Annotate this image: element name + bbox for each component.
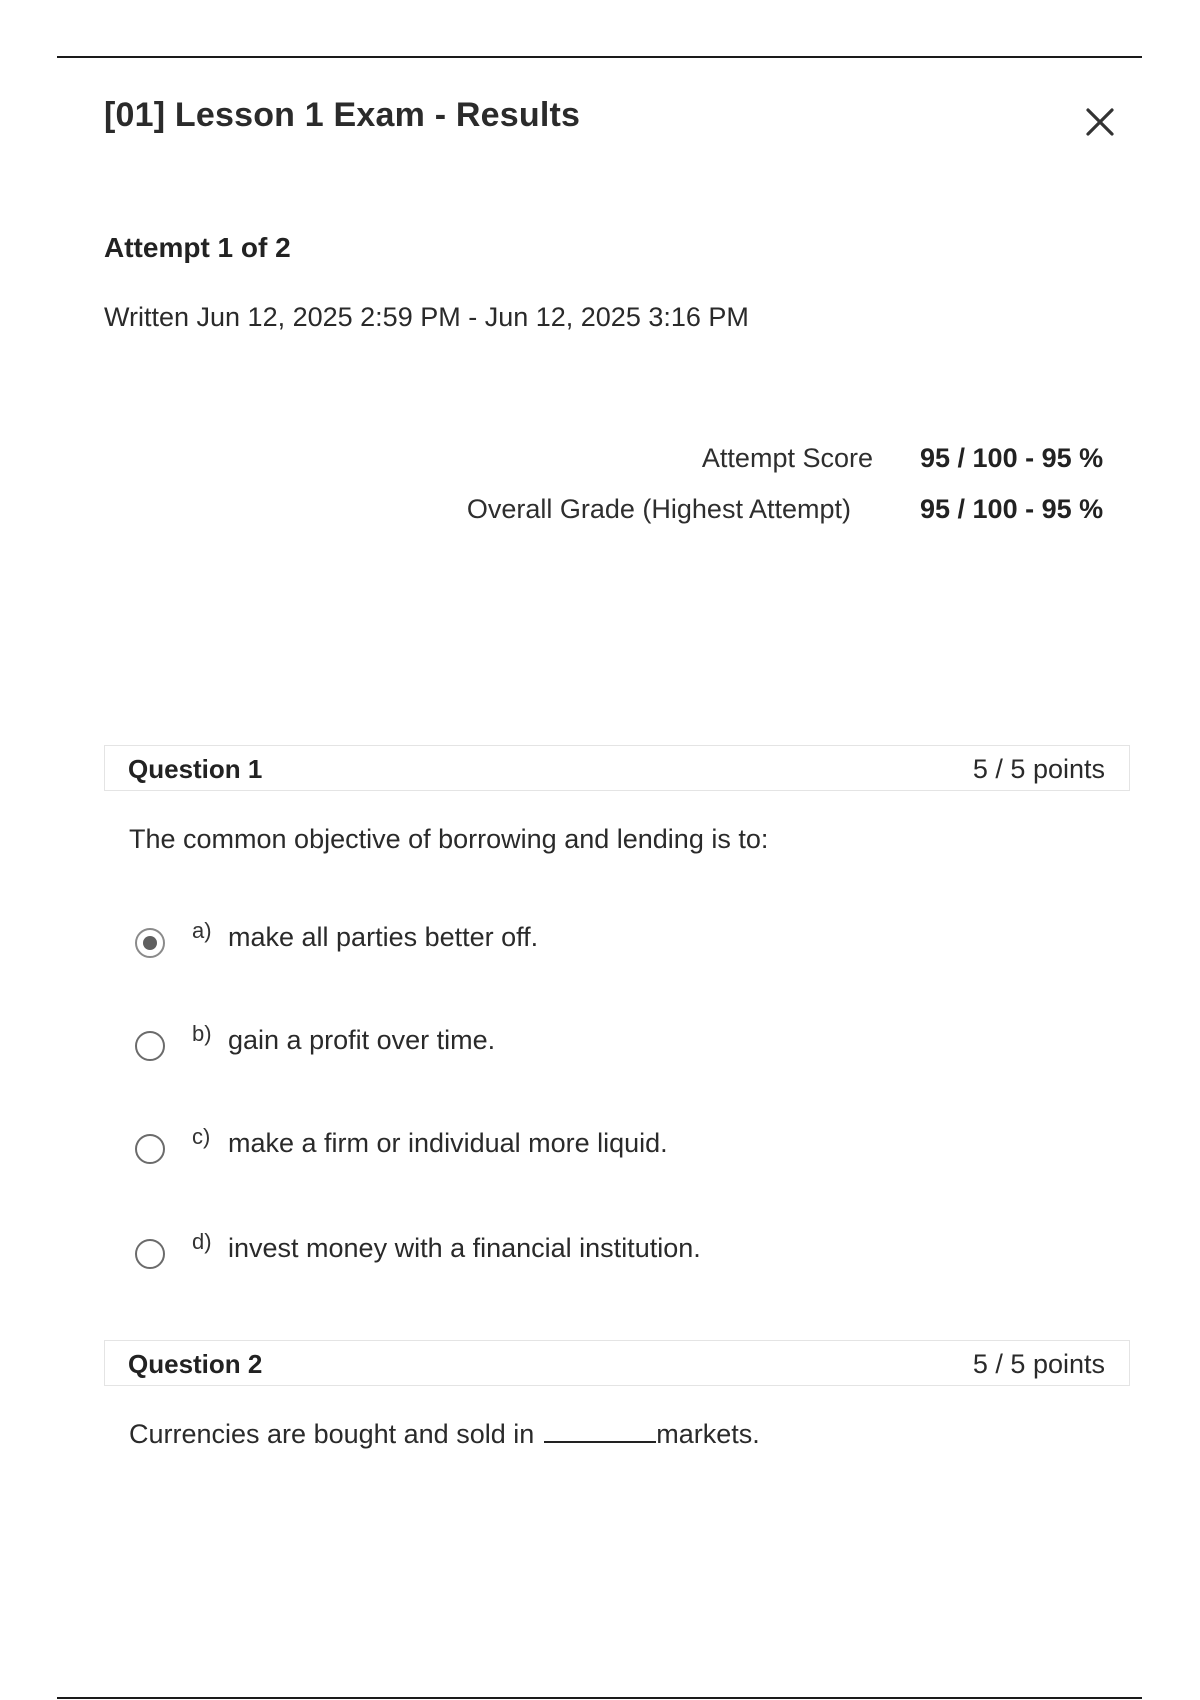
close-button[interactable] — [1080, 102, 1120, 142]
answer-option-b[interactable] — [132, 1021, 932, 1061]
radio-button-selected[interactable] — [135, 928, 165, 958]
page-title: [01] Lesson 1 Exam - Results — [104, 96, 581, 134]
attempt-score-value: 95 / 100 - 95 % — [920, 443, 1104, 473]
fill-in-blank — [544, 1419, 656, 1443]
answer-option-a[interactable] — [132, 918, 932, 958]
question-2-header — [104, 1340, 1130, 1386]
top-divider — [57, 56, 1142, 58]
question-text-before: Currencies are bought and sold in — [129, 1419, 535, 1449]
answer-option-d[interactable] — [132, 1229, 932, 1269]
radio-button[interactable] — [135, 1134, 165, 1164]
question-points: 5 / 5 points — [972, 1349, 1105, 1379]
option-text: make a firm or individual more liquid. — [228, 1128, 668, 1158]
written-timestamp: Written Jun 12, 2025 2:59 PM - Jun 12, 2025 3:16 PM — [104, 302, 749, 332]
radio-button[interactable] — [135, 1031, 165, 1061]
attempt-label: Attempt 1 of 2 — [104, 232, 291, 263]
attempt-score-label: Attempt Score — [701, 443, 873, 473]
radio-button[interactable] — [135, 1239, 165, 1269]
option-letter: b) — [192, 1021, 212, 1046]
option-text: make all parties better off. — [228, 922, 539, 952]
answer-option-c[interactable] — [132, 1124, 932, 1164]
question-2-text — [129, 1419, 760, 1450]
question-title: Question 1 — [128, 754, 263, 784]
option-letter: d) — [192, 1229, 212, 1254]
question-1-header — [104, 745, 1130, 791]
close-icon — [1080, 102, 1120, 142]
question-1-text: The common objective of borrowing and lending is to: — [129, 824, 769, 854]
bottom-divider — [57, 1697, 1142, 1699]
question-title: Question 2 — [128, 1349, 263, 1379]
question-text-after: markets. — [656, 1419, 760, 1449]
question-points: 5 / 5 points — [972, 754, 1105, 784]
option-text: invest money with a financial institution. — [228, 1233, 701, 1263]
option-letter: a) — [192, 918, 212, 943]
option-text: gain a profit over time. — [228, 1025, 496, 1055]
overall-grade-label: Overall Grade (Highest Attempt) — [466, 494, 851, 524]
option-letter: c) — [192, 1124, 211, 1149]
overall-grade-value: 95 / 100 - 95 % — [920, 494, 1104, 524]
